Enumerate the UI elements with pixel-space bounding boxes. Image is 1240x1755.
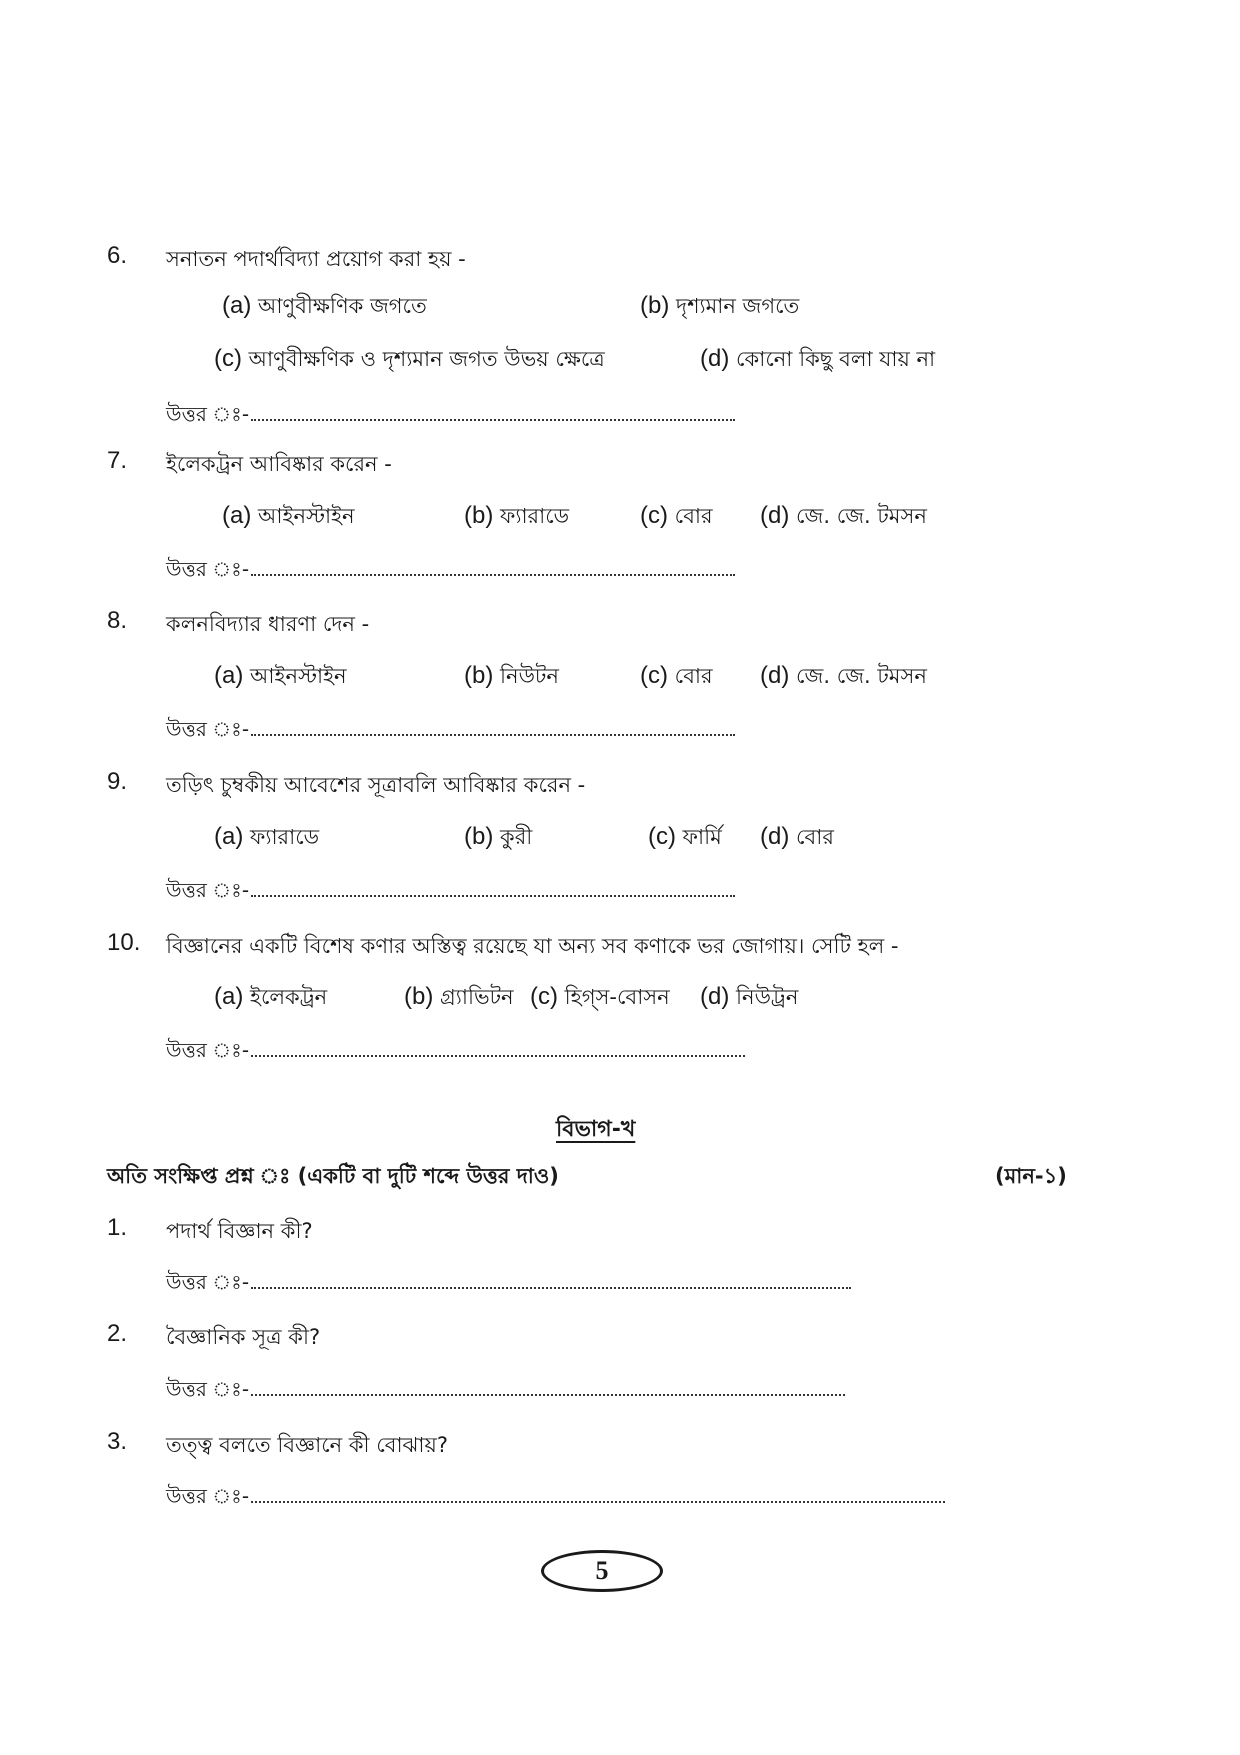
option bbox=[700, 343, 935, 378]
option-text: ফ্যারাডে bbox=[500, 504, 570, 528]
option bbox=[640, 660, 713, 695]
answer-label: উত্তর ঃ- bbox=[166, 717, 250, 741]
answer-line[interactable] bbox=[166, 1375, 845, 1408]
question-number: 1. bbox=[107, 1214, 128, 1241]
option-label: (c) bbox=[648, 823, 676, 850]
section-title: বিভাগ-খ bbox=[556, 1117, 636, 1142]
answer-line[interactable] bbox=[166, 1268, 851, 1301]
option bbox=[464, 500, 569, 535]
question-text: তত্ত্ব বলতে বিজ্ঞানে কী বোঝায়? bbox=[166, 1433, 449, 1457]
answer-dots bbox=[251, 718, 735, 736]
answer-dots bbox=[251, 1271, 851, 1289]
option bbox=[214, 343, 605, 378]
question-number: 9. bbox=[107, 768, 128, 795]
option-text: বোর bbox=[674, 504, 713, 528]
option-label: (c) bbox=[640, 502, 668, 529]
answer-line[interactable] bbox=[166, 1482, 945, 1515]
question-text: পদার্থ বিজ্ঞান কী? bbox=[166, 1219, 313, 1243]
answer-dots bbox=[251, 1485, 945, 1503]
option bbox=[760, 660, 927, 695]
option bbox=[214, 660, 347, 695]
option bbox=[760, 500, 927, 535]
answer-label: উত্তর ঃ- bbox=[166, 1484, 250, 1508]
option bbox=[530, 981, 670, 1016]
option-text: জে. জে. টমসন bbox=[796, 664, 927, 688]
answer-dots bbox=[251, 558, 735, 576]
option bbox=[222, 290, 427, 325]
option-label: (a) bbox=[222, 292, 252, 319]
answer-dots bbox=[251, 1378, 845, 1396]
section-instruction: অতি সংক্ষিপ্ত প্রশ্ন ঃ (একটি বা দুটি শব্দে উত্তর দাও) bbox=[107, 1164, 559, 1188]
option-text: কোনো কিছু বলা যায় না bbox=[736, 347, 936, 371]
option bbox=[222, 500, 355, 535]
option bbox=[214, 981, 327, 1016]
option-text: আইনস্টাইন bbox=[250, 664, 347, 688]
option-label: (d) bbox=[700, 983, 730, 1010]
answer-dots bbox=[251, 1039, 745, 1057]
option-label: (a) bbox=[214, 662, 244, 689]
option-text: গ্র্যাভিটন bbox=[440, 985, 514, 1009]
option-label: (d) bbox=[760, 662, 790, 689]
answer-dots bbox=[251, 879, 735, 897]
option bbox=[464, 821, 532, 856]
answer-label: উত্তর ঃ- bbox=[166, 402, 250, 426]
option-text: আণুবীক্ষণিক জগতে bbox=[258, 294, 427, 318]
option-label: (b) bbox=[464, 502, 494, 529]
question-text: কলনবিদ্যার ধারণা দেন - bbox=[166, 612, 370, 636]
question-text: বিজ্ঞানের একটি বিশেষ কণার অস্তিত্ব রয়েছে যা অন্য সব কণাকে ভর জোগায়। সেটি হল - bbox=[166, 934, 899, 958]
answer-line[interactable] bbox=[166, 555, 735, 588]
option bbox=[464, 660, 559, 695]
answer-label: উত্তর ঃ- bbox=[166, 878, 250, 902]
page-number-text: 5 bbox=[595, 1556, 609, 1585]
option-text: কুরী bbox=[500, 825, 533, 849]
section-marks: (মান-১) bbox=[995, 1164, 1067, 1188]
answer-label: উত্তর ঃ- bbox=[166, 1377, 250, 1401]
option-label: (a) bbox=[222, 502, 252, 529]
option-label: (b) bbox=[464, 662, 494, 689]
option-text: ফ্যারাডে bbox=[250, 825, 320, 849]
question-text: ইলেকট্রন আবিষ্কার করেন - bbox=[166, 452, 392, 476]
question-number: 2. bbox=[107, 1320, 128, 1347]
option bbox=[640, 290, 799, 325]
question-number: 3. bbox=[107, 1428, 128, 1455]
option-text: বোর bbox=[674, 664, 713, 688]
option-label: (a) bbox=[214, 823, 244, 850]
answer-line[interactable] bbox=[166, 1036, 745, 1069]
answer-label: উত্তর ঃ- bbox=[166, 1038, 250, 1062]
option-label: (c) bbox=[214, 345, 242, 372]
question-text: বৈজ্ঞানিক সূত্র কী? bbox=[166, 1325, 321, 1349]
answer-line[interactable] bbox=[166, 876, 735, 909]
option-text: দৃশ্যমান জগতে bbox=[676, 294, 800, 318]
option-text: আইনস্টাইন bbox=[258, 504, 355, 528]
option-text: নিউটন bbox=[500, 664, 559, 688]
option bbox=[700, 981, 798, 1016]
option-text: আণুবীক্ষণিক ও দৃশ্যমান জগত উভয় ক্ষেত্রে bbox=[248, 347, 605, 371]
question-number: 10. bbox=[107, 929, 141, 956]
option-text: হিগ্‌স-বোসন bbox=[564, 985, 670, 1009]
question-text: তড়িৎ চুম্বকীয় আবেশের সূত্রাবলি আবিষ্কার করেন - bbox=[166, 773, 586, 797]
option bbox=[640, 500, 713, 535]
option-label: (b) bbox=[464, 823, 494, 850]
option-text: ফার্মি bbox=[682, 825, 722, 849]
option-label: (b) bbox=[640, 292, 670, 319]
option-label: (d) bbox=[760, 823, 790, 850]
option bbox=[214, 821, 319, 856]
option-text: নিউট্রন bbox=[736, 985, 799, 1009]
option-label: (c) bbox=[640, 662, 668, 689]
answer-label: উত্তর ঃ- bbox=[166, 557, 250, 581]
answer-line[interactable] bbox=[166, 400, 735, 433]
answer-line[interactable] bbox=[166, 715, 735, 748]
question-text: সনাতন পদার্থবিদ্যা প্রয়োগ করা হয় - bbox=[166, 247, 466, 271]
question-number: 7. bbox=[107, 447, 128, 474]
page-number bbox=[541, 1550, 663, 1592]
option bbox=[648, 821, 722, 856]
option-label: (a) bbox=[214, 983, 244, 1010]
option-label: (d) bbox=[760, 502, 790, 529]
option-label: (c) bbox=[530, 983, 558, 1010]
option bbox=[760, 821, 834, 856]
answer-dots bbox=[251, 403, 735, 421]
option-label: (b) bbox=[404, 983, 434, 1010]
option-text: জে. জে. টমসন bbox=[796, 504, 927, 528]
option-text: বোর bbox=[796, 825, 834, 849]
answer-label: উত্তর ঃ- bbox=[166, 1270, 250, 1294]
option bbox=[404, 981, 514, 1016]
option-label: (d) bbox=[700, 345, 730, 372]
question-number: 6. bbox=[107, 242, 128, 269]
question-number: 8. bbox=[107, 607, 128, 634]
option-text: ইলেকট্রন bbox=[250, 985, 328, 1009]
